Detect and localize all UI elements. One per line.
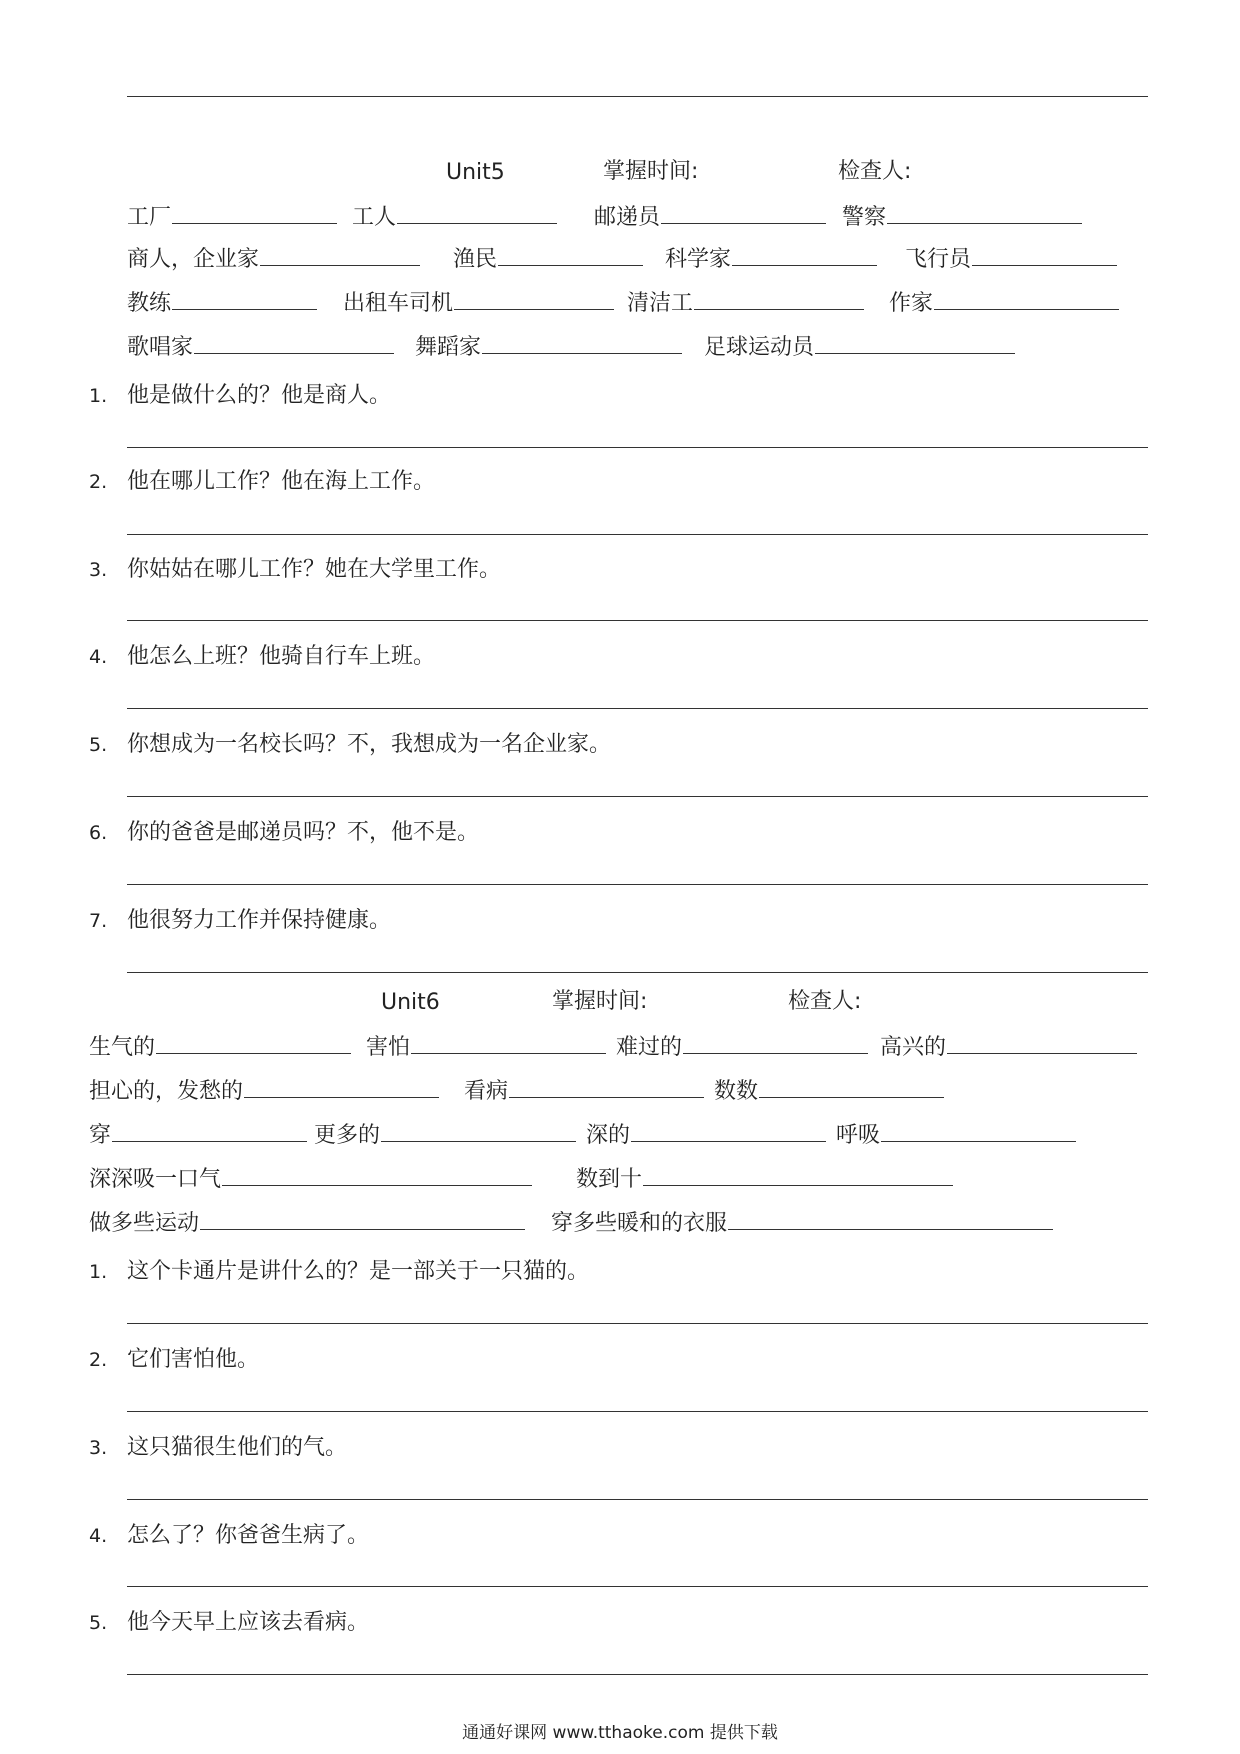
- vocab-term: 数数: [714, 1079, 759, 1104]
- question-number: 1.: [89, 1261, 108, 1283]
- answer-line[interactable]: [127, 1411, 1148, 1412]
- unit6-title: Unit6: [381, 990, 440, 1015]
- fill-blank[interactable]: [411, 1033, 606, 1054]
- question-text: 他怎么上班？他骑自行车上班。: [127, 644, 436, 669]
- answer-line[interactable]: [127, 796, 1148, 797]
- answer-line[interactable]: [127, 1323, 1148, 1324]
- question-text: 怎么了？你爸爸生病了。: [127, 1523, 370, 1548]
- fill-blank[interactable]: [509, 1077, 704, 1098]
- question-number: 5.: [89, 1612, 108, 1634]
- vocab-term: 作家: [889, 291, 934, 316]
- fill-blank[interactable]: [694, 289, 864, 310]
- answer-line[interactable]: [127, 1586, 1148, 1587]
- vocab-term: 穿: [89, 1123, 112, 1148]
- answer-line[interactable]: [127, 1674, 1148, 1675]
- vocab-term: 高兴的: [880, 1035, 947, 1060]
- vocab-term: 足球运动员: [704, 335, 815, 360]
- fill-blank[interactable]: [683, 1033, 868, 1054]
- fill-blank[interactable]: [156, 1033, 351, 1054]
- fill-blank[interactable]: [934, 289, 1119, 310]
- fill-blank[interactable]: [881, 1121, 1076, 1142]
- fill-blank[interactable]: [728, 1209, 1053, 1230]
- answer-line[interactable]: [127, 972, 1148, 973]
- answer-line[interactable]: [127, 534, 1148, 535]
- vocab-term: 歌唱家: [127, 335, 194, 360]
- fill-blank[interactable]: [172, 203, 337, 224]
- question-number: 4.: [89, 646, 108, 668]
- vocab-term: 教练: [127, 291, 172, 316]
- question-number: 3.: [89, 1437, 108, 1459]
- vocab-term: 做多些运动: [89, 1211, 200, 1236]
- vocab-term: 生气的: [89, 1035, 156, 1060]
- answer-line[interactable]: [127, 708, 1148, 709]
- question-number: 7.: [89, 910, 108, 932]
- vocab-term: 更多的: [314, 1123, 381, 1148]
- answer-line[interactable]: [127, 1499, 1148, 1500]
- answer-line[interactable]: [127, 620, 1148, 621]
- footer-source: 通通好课网 www.tthaoke.com 提供下载: [462, 1723, 778, 1743]
- vocab-term: 难过的: [616, 1035, 683, 1060]
- question-text: 你姑姑在哪儿工作？她在大学里工作。: [127, 557, 502, 582]
- fill-blank[interactable]: [222, 1165, 532, 1186]
- vocab-term: 商人，企业家: [127, 247, 260, 272]
- vocab-term: 清洁工: [627, 291, 694, 316]
- fill-blank[interactable]: [381, 1121, 576, 1142]
- fill-blank[interactable]: [194, 333, 394, 354]
- vocab-term: 警察: [842, 205, 887, 230]
- fill-blank[interactable]: [498, 245, 643, 266]
- question-text: 他是做什么的？他是商人。: [127, 383, 392, 408]
- fill-blank[interactable]: [260, 245, 420, 266]
- question-number: 2.: [89, 471, 108, 493]
- fill-blank[interactable]: [759, 1077, 944, 1098]
- question-number: 2.: [89, 1349, 108, 1371]
- fill-blank[interactable]: [172, 289, 317, 310]
- question-text: 你的爸爸是邮递员吗？不，他不是。: [127, 820, 480, 845]
- vocab-term: 舞蹈家: [415, 335, 482, 360]
- fill-blank[interactable]: [200, 1209, 525, 1230]
- vocab-term: 担心的，发愁的: [89, 1079, 244, 1104]
- fill-blank[interactable]: [732, 245, 877, 266]
- answer-line[interactable]: [127, 884, 1148, 885]
- fill-blank[interactable]: [244, 1077, 439, 1098]
- question-text: 这个卡通片是讲什么的？是一部关于一只猫的。: [127, 1259, 590, 1284]
- answer-line[interactable]: [127, 447, 1148, 448]
- question-text: 这只猫很生他们的气。: [127, 1435, 348, 1460]
- vocab-term: 看病: [464, 1079, 509, 1104]
- fill-blank[interactable]: [643, 1165, 953, 1186]
- question-text: 他今天早上应该去看病。: [127, 1610, 370, 1635]
- fill-blank[interactable]: [972, 245, 1117, 266]
- question-number: 4.: [89, 1525, 108, 1547]
- question-number: 5.: [89, 734, 108, 756]
- question-text: 他很努力工作并保持健康。: [127, 908, 392, 933]
- vocab-term: 飞行员: [905, 247, 972, 272]
- vocab-term: 穿多些暖和的衣服: [551, 1211, 728, 1236]
- unit5-title: Unit5: [446, 160, 505, 185]
- question-number: 1.: [89, 385, 108, 407]
- fill-blank[interactable]: [631, 1121, 826, 1142]
- answer-line: [127, 96, 1148, 97]
- question-text: 他在哪儿工作？他在海上工作。: [127, 469, 436, 494]
- fill-blank[interactable]: [482, 333, 682, 354]
- fill-blank[interactable]: [112, 1121, 307, 1142]
- question-text: 它们害怕他。: [127, 1347, 260, 1372]
- fill-blank[interactable]: [661, 203, 826, 224]
- vocab-term: 邮递员: [594, 205, 661, 230]
- fill-blank[interactable]: [454, 289, 614, 310]
- vocab-term: 深的: [586, 1123, 631, 1148]
- question-number: 6.: [89, 822, 108, 844]
- vocab-term: 呼吸: [836, 1123, 881, 1148]
- vocab-term: 害怕: [366, 1035, 411, 1060]
- unit6-checker-label: 检查人:: [788, 989, 862, 1014]
- vocab-term: 工人: [352, 205, 397, 230]
- fill-blank[interactable]: [815, 333, 1015, 354]
- vocab-term: 渔民: [453, 247, 498, 272]
- vocab-term: 科学家: [665, 247, 732, 272]
- fill-blank[interactable]: [947, 1033, 1137, 1054]
- question-text: 你想成为一名校长吗？不，我想成为一名企业家。: [127, 732, 612, 757]
- unit6-master-time-label: 掌握时间:: [552, 989, 648, 1014]
- vocab-term: 数到十: [576, 1167, 643, 1192]
- fill-blank[interactable]: [887, 203, 1082, 224]
- unit5-master-time-label: 掌握时间:: [603, 159, 699, 184]
- vocab-term: 出租车司机: [343, 291, 454, 316]
- vocab-term: 深深吸一口气: [89, 1167, 222, 1192]
- vocab-term: 工厂: [127, 205, 172, 230]
- unit5-checker-label: 检查人:: [838, 159, 912, 184]
- fill-blank[interactable]: [397, 203, 557, 224]
- question-number: 3.: [89, 559, 108, 581]
